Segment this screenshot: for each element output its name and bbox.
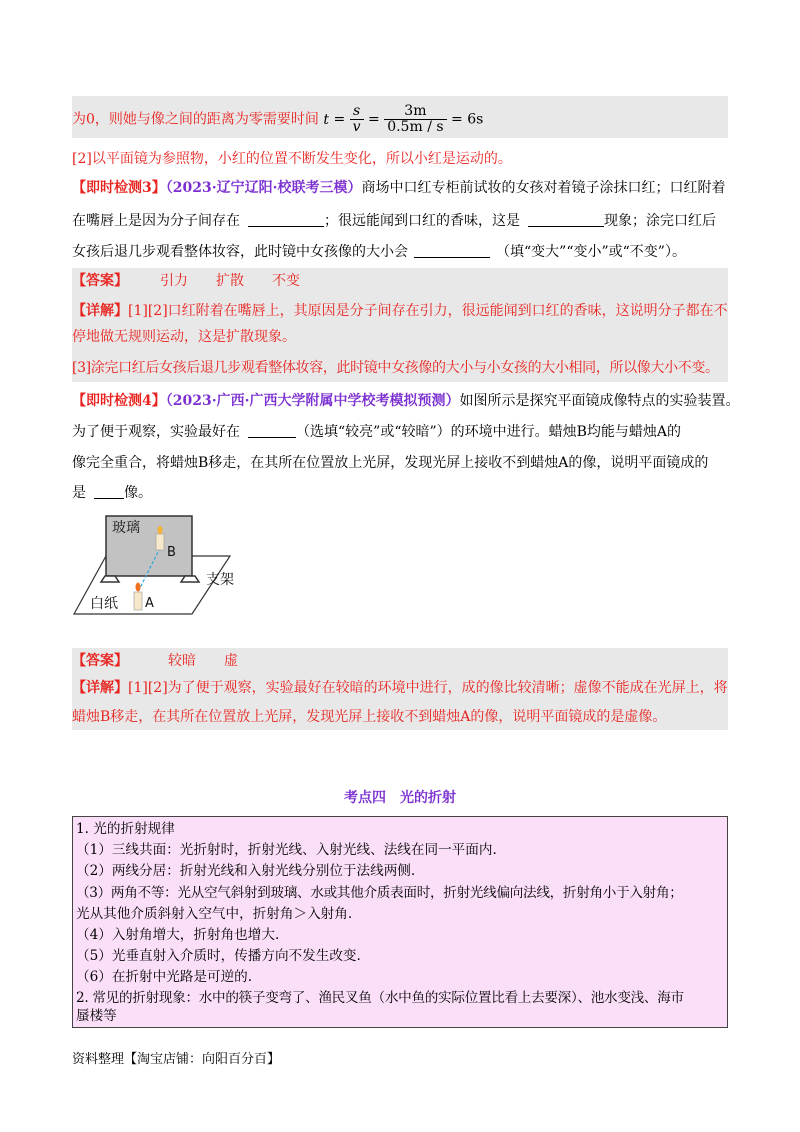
formula-t bbox=[323, 109, 329, 131]
question-4-text-4b: 像。 bbox=[124, 485, 152, 501]
box-line-5: 光从其他介质斜射入空气中，折射角＞入射角. bbox=[76, 906, 353, 922]
equals-3: = bbox=[451, 111, 463, 128]
box-line-2: （1）三线共面：光折射时，折射光线、入射光线、法线在同一平面内. bbox=[76, 842, 497, 858]
t-symbol: t bbox=[323, 111, 329, 128]
question-4-line-3: 像完全重合，将蜡烛B移走，在其所在位置放上光屏，发现光屏上接收不到蜡烛A的像，说明平面镜成的 bbox=[72, 455, 709, 471]
frac-denominator-v: v bbox=[352, 119, 361, 135]
plane-mirror-apparatus-figure bbox=[72, 512, 242, 618]
blank-3-1[interactable] bbox=[248, 212, 324, 227]
figure-label-b: B bbox=[167, 545, 176, 560]
formula-result: 6s bbox=[467, 111, 484, 128]
stand-left bbox=[101, 576, 119, 582]
question-4-line-4 bbox=[72, 482, 152, 504]
question-4-text-2b: （选填“较亮”或“较暗”）的环境中进行。蜡烛B均能与蜡烛A的 bbox=[296, 424, 682, 440]
question-3-line-3 bbox=[72, 241, 686, 263]
solution-block-top bbox=[72, 96, 728, 138]
figure-label-stand: 支架 bbox=[206, 572, 234, 588]
question-3-line-2 bbox=[72, 210, 716, 232]
frac-numerator-3m: 3m bbox=[384, 104, 446, 120]
detail-4-line-2: 蜡烛B移走，在其所在位置放上光屏，发现光屏上接收不到蜡烛A的像，说明平面镜成的是虚像。 bbox=[72, 709, 667, 725]
box-line-8: （6）在折射中光路是可逆的. bbox=[76, 969, 253, 985]
blank-4-1[interactable] bbox=[248, 423, 296, 438]
box-line-10: 蜃楼等 bbox=[76, 1008, 117, 1024]
box-line-1: 1. 光的折射规律 bbox=[76, 821, 175, 837]
solution-line-2: [2]以平面镜为参照物，小红的位置不断发生变化，所以小红是运动的。 bbox=[72, 151, 512, 167]
question-4-source: （2023·广西·广西大学附属中学校考模拟预测） bbox=[165, 393, 460, 409]
fraction-s-v bbox=[350, 104, 364, 135]
candle-b-flame-icon bbox=[158, 526, 163, 534]
detail-3-text-1: [1][2]口红附着在嘴唇上，其原因是分子间存在引力，很远能闻到口红的香味，这说明分子都在不 bbox=[128, 303, 728, 319]
box-line-9: 2. 常见的折射现象：水中的筷子变弯了、渔民叉鱼（水中鱼的实际位置比看上去要深）、池水变浅、海市 bbox=[76, 990, 684, 1006]
candle-a bbox=[134, 592, 142, 610]
detail-3-line-1 bbox=[72, 300, 728, 322]
question-3-text-2b: ；很远能闻到口红的香味，这是 bbox=[324, 213, 520, 229]
question-4-line-2 bbox=[72, 421, 681, 443]
detail-4-line-1 bbox=[72, 677, 728, 699]
equals-1: = bbox=[333, 111, 346, 128]
candle-a-flame-icon bbox=[136, 583, 141, 592]
answer-4-block bbox=[72, 648, 728, 730]
formula-line bbox=[72, 104, 483, 135]
frac-numerator-s: s bbox=[350, 104, 364, 120]
figure-label-a: A bbox=[145, 596, 154, 611]
question-4-line-1 bbox=[72, 390, 739, 412]
answer-3-value-3: 不变 bbox=[272, 273, 300, 289]
answer-4-tag: 【答案】 bbox=[72, 653, 128, 669]
answer-3-value-1: 引力 bbox=[160, 273, 188, 289]
answer-3-line bbox=[72, 270, 300, 292]
section-title: 考点四 光的折射 bbox=[344, 790, 456, 806]
detail-4-text-1: [1][2]为了便于观察，实验最好在较暗的环境中进行，成的像比较清晰；虚像不能成在光屏上，将 bbox=[128, 680, 728, 696]
detail-4-tag: 【详解】 bbox=[72, 680, 128, 696]
answer-3-block bbox=[72, 268, 728, 382]
box-line-3: （2）两线分居：折射光线和入射光线分别位于法线两侧. bbox=[76, 863, 416, 879]
candle-b bbox=[156, 534, 164, 550]
question-4-text-1: 如图所示是探究平面镜成像特点的实验装置。 bbox=[459, 393, 740, 409]
box-line-6: （4）入射角增大，折射角也增大. bbox=[76, 927, 280, 943]
detail-3-line-3: [3]涂完口红后女孩后退几步观看整体妆容，此时镜中女孩像的大小与小女孩的大小相同，所以像大小不变。 bbox=[72, 360, 719, 376]
fraction-values bbox=[384, 104, 446, 135]
question-3-text-3b: （填“变大”“变小”或“不变”）。 bbox=[496, 244, 686, 260]
answer-3-tag: 【答案】 bbox=[72, 273, 128, 289]
question-3-text-3a: 女孩后退几步观看整体妆容，此时镜中女孩像的大小会 bbox=[72, 244, 408, 260]
frac-denominator-speed: 0.5m / s bbox=[387, 119, 444, 135]
question-3-tag: 【即时检测3】 bbox=[72, 180, 166, 196]
answer-4-value-1: 较暗 bbox=[168, 653, 196, 669]
blank-4-2[interactable] bbox=[94, 484, 124, 499]
question-3-source: （2023·辽宁辽阳·校联考三模） bbox=[165, 180, 362, 196]
question-3-line-1 bbox=[72, 177, 725, 199]
detail-3-line-2: 停地做无规则运动，这是扩散现象。 bbox=[72, 329, 296, 345]
stand-right bbox=[181, 576, 199, 582]
equals-2: = bbox=[368, 111, 380, 128]
formula-text: 为0，则她与像之间的距离为零需要时间 bbox=[72, 111, 319, 128]
blank-3-3[interactable] bbox=[414, 243, 490, 258]
blank-3-2[interactable] bbox=[528, 212, 604, 227]
box-line-7: （5）光垂直射入介质时，传播方向不发生改变. bbox=[76, 948, 361, 964]
question-3-text-2a: 在嘴唇上是因为分子间存在 bbox=[72, 213, 240, 229]
question-4-text-2a: 为了便于观察，实验最好在 bbox=[72, 424, 240, 440]
question-3-text-2c: 现象；涂完口红后 bbox=[604, 213, 716, 229]
question-4-tag: 【即时检测4】 bbox=[72, 393, 166, 409]
question-3-text-1: 商场中口红专柜前试妆的女孩对着镜子涂抹口红；口红附着 bbox=[361, 180, 726, 196]
box-line-4: （3）两角不等：光从空气斜射到玻璃、水或其他介质表面时，折射光线偏向法线，折射角小于入射角； bbox=[76, 885, 683, 901]
answer-3-value-2: 扩散 bbox=[216, 273, 244, 289]
answer-4-value-2: 虚 bbox=[224, 653, 238, 669]
question-4-text-4a: 是 bbox=[72, 485, 86, 501]
footer-source: 资料整理【淘宝店铺：向阳百分百】 bbox=[72, 1052, 281, 1067]
detail-3-tag: 【详解】 bbox=[72, 303, 128, 319]
figure-label-paper: 白纸 bbox=[90, 596, 118, 612]
answer-4-line bbox=[72, 650, 238, 672]
knowledge-box bbox=[72, 816, 728, 1028]
figure-label-glass: 玻璃 bbox=[112, 520, 140, 536]
